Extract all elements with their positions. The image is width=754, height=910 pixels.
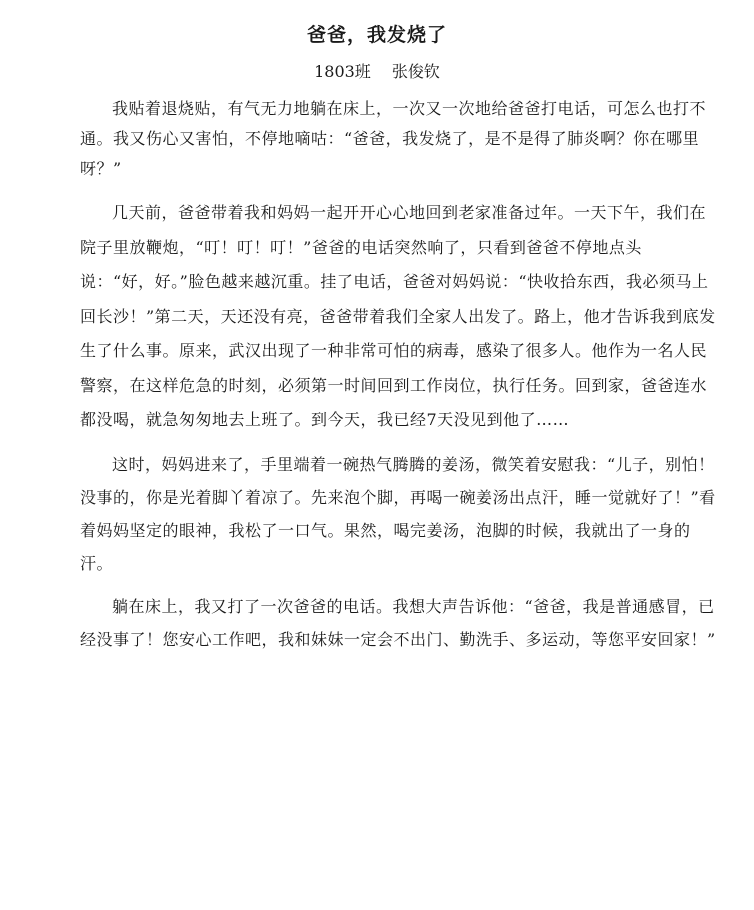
paragraph-2: 几天前，爸爸带着我和妈妈一起开开心心地回到老家准备过年。一天下午，我们在院子里放鞭炮，“叮！叮！叮！”爸爸的电话突然响了，只看到爸爸不停地点头说：“好，好。”脸色越来越沉重。挂了电话，爸爸对妈妈说：“快收拾东西，我必须马上回长沙！”第二天，天还没有亮，爸爸带着我们全家人出发了。路上，他才告诉我到底发生了什么事。原来，武汉出现了一种非常可怕的病毒，感染了很多人。他作为一名人民警察，在这样危急的时刻，必须第一时间回到工作岗位，执行任务。回到家，爸爸连水都没喝，就急匆匆地去上班了。到今天，我已经7天没见到他了……: [80, 203, 716, 429]
author-line: [38, 60, 716, 84]
paragraph-3: 这时，妈妈进来了，手里端着一碗热气腾腾的姜汤，微笑着安慰我：“儿子，别怕！没事的，你是光着脚丫着凉了。先来泡个脚，再喝一碗姜汤出点汗，睡一觉就好了！”看着妈妈坚定的眼神，我松了一口气。果然，喝完姜汤，泡脚的时候，我就出了一身的汗。: [80, 454, 716, 573]
essay-title: 爸爸，我发烧了: [306, 24, 447, 46]
paragraph-1: 我贴着退烧贴，有气无力地躺在床上，一次又一次地给爸爸打电话，可怎么也打不通。我又伤心又害怕，不停地嘀咕：“爸爸，我发烧了，是不是得了肺炎啊？你在哪里呀？”: [80, 99, 707, 178]
paragraph-4: 躺在床上，我又打了一次爸爸的电话。我想大声告诉他：“爸爸，我是普通感冒，已经没事了！您安心工作吧，我和妹妹一定会不出门、勤洗手、多运动，等您平安回家！”: [80, 596, 716, 649]
author-name: 张俊钦: [391, 62, 440, 81]
class-label: 1803班: [314, 62, 371, 81]
